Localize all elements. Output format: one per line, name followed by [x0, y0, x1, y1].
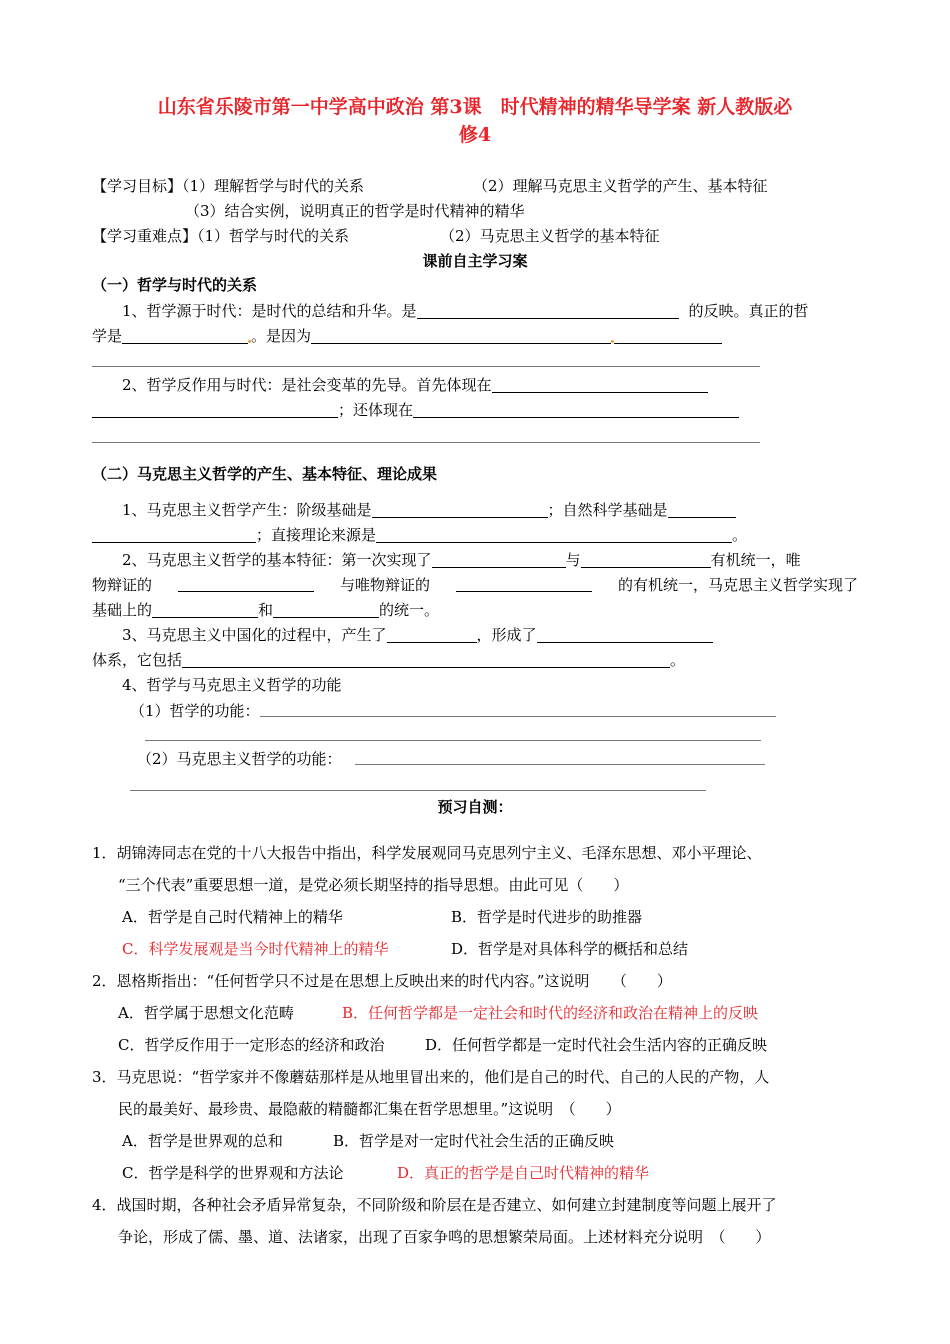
q2-option-d: D．任何哲学都是一定时代社会生活内容的正确反映	[425, 1036, 768, 1054]
sec2-p1-line2	[92, 525, 747, 545]
q1-stem-line2: “三个代表”重要思想一道，是党必须长期坚持的指导思想。由此可见（ ）	[118, 876, 629, 894]
sec1-p1d: 。是因为	[251, 327, 312, 345]
q4-stem-line1: 4．战国时期，各种社会矛盾异常复杂，不同阶级和阶层在是否建立、如何建立封建制度等问题上展开了	[92, 1196, 777, 1214]
q4-stem-line2: 争论，形成了儒、墨、道、法诸家，出现了百家争鸣的思想繁荣局面。上述材料充分说明 （ ）	[118, 1228, 771, 1246]
goals-label: 【学习目标】	[92, 177, 183, 195]
blank	[668, 501, 736, 518]
blank	[432, 551, 566, 568]
sec2-p2g: 基础上的	[92, 601, 153, 619]
answer-line	[130, 790, 706, 791]
sec2-p2i: 的统一。	[379, 601, 440, 619]
goal-1: （1）理解哲学与时代的关系	[182, 177, 365, 195]
sec1-p2-line1	[122, 375, 708, 395]
sec2-p3d: 。	[670, 651, 686, 669]
q2-option-c: C．哲学反作用于一定形态的经济和政治	[118, 1036, 385, 1054]
answer-line	[145, 740, 761, 741]
q3-stem-line2: 民的最美好、最珍贵、最隐蔽的精髓都汇集在哲学思想里。”这说明 （ ）	[118, 1100, 621, 1118]
sec2-p2b: 与	[565, 551, 581, 569]
blank	[387, 626, 477, 643]
sec2-p3a: 3、马克思主义中国化的过程中，产生了	[122, 626, 387, 644]
sec2-p2h: 和	[258, 601, 274, 619]
sec2-p3-line2	[92, 650, 685, 670]
blank	[492, 376, 708, 393]
sec2-p2c: 有机统一，唯	[710, 551, 801, 569]
key-row	[92, 226, 349, 246]
answer-line	[92, 442, 760, 443]
sec1-p2-line2	[92, 400, 739, 420]
blank	[537, 626, 713, 643]
sec2-p1a: 1、马克思主义哲学产生：阶级基础是	[122, 501, 372, 519]
document-title-line1: 山东省乐陵市第一中学高中政治 第3课 时代精神的精华导学案 新人教版必	[157, 96, 793, 118]
sec2-p2a: 2、马克思主义哲学的基本特征：第一次实现了	[122, 551, 432, 569]
q1-option-c: C．科学发展观是当今时代精神上的精华	[122, 940, 389, 958]
blank	[413, 401, 739, 418]
sec2-p4a: （1）哲学的功能：	[130, 702, 260, 720]
q3-stem-line1: 3．马克思说：“哲学家并不像蘑菇那样是从地里冒出来的，他们是自己的时代、自己的人民的产物，人	[92, 1068, 770, 1086]
q2-option-b: B．任何哲学都是一定社会和时代的经济和政治在精神上的反映	[342, 1004, 759, 1022]
q3-option-b: B．哲学是对一定时代社会生活的正确反映	[333, 1132, 615, 1150]
blank	[122, 327, 248, 344]
sec2-p3c: 体系，它包括	[92, 651, 183, 669]
blank	[456, 575, 592, 592]
blank	[178, 575, 314, 592]
section2-heading: （二）马克思主义哲学的产生、基本特征、理论成果	[92, 465, 438, 483]
q2-stem: 2．恩格斯指出：“任何哲学只不过是在思想上反映出来的时代内容。”这说明 （ ）	[92, 972, 672, 990]
blank	[152, 601, 258, 618]
q1-option-b: B．哲学是时代进步的助推器	[451, 908, 643, 926]
sec2-p2e: 与唯物辩证的	[339, 576, 430, 594]
q3-option-d: D．真正的哲学是自己时代精神的精华	[397, 1164, 650, 1182]
blank	[92, 401, 338, 418]
sec2-p2d: 物辩证的	[92, 576, 153, 594]
key-2: （2）马克思主义哲学的基本特征	[440, 227, 660, 245]
sec2-p4: 4、哲学与马克思主义哲学的功能	[122, 676, 342, 694]
blank	[92, 526, 256, 543]
goal-2: （2）理解马克思主义哲学的产生、基本特征	[473, 177, 768, 195]
sec2-p2-line1	[122, 550, 801, 570]
sec1-p1c: 学是	[92, 327, 123, 345]
sec2-p1c: ；直接理论来源是	[256, 526, 377, 544]
sec2-p1d: 。	[732, 526, 748, 544]
sec2-p4b: （2）马克思主义哲学的功能：	[137, 750, 342, 768]
sec2-p2-line3	[92, 600, 439, 620]
section1-heading: （一）哲学与时代的关系	[92, 276, 258, 294]
blank	[417, 302, 679, 319]
sec1-p2a: 2、哲学反作用与时代：是社会变革的先导。首先体现在	[122, 376, 492, 394]
key-1: （1）哲学与时代的关系	[197, 227, 350, 245]
sec2-p1-line1	[122, 500, 736, 520]
pre-study-title: 课前自主学习案	[422, 252, 528, 270]
sec1-p1b: 的反映。真正的哲	[688, 302, 809, 320]
answer-line	[355, 764, 765, 765]
document-title-line2: 修4	[458, 124, 492, 146]
q2-option-a: A．哲学属于思想文化范畴	[118, 1004, 294, 1022]
sec2-p3b: ，形成了	[476, 626, 537, 644]
goals-row-1	[92, 176, 364, 196]
q3-option-c: C．哲学是科学的世界观和方法论	[122, 1164, 344, 1182]
q3-option-a: A．哲学是世界观的总和	[122, 1132, 283, 1150]
blank	[273, 601, 379, 618]
sec1-p1-line1	[122, 301, 809, 321]
sec2-p1b: ；自然科学基础是	[547, 501, 668, 519]
goal-3: （3）结合实例，说明真正的哲学是时代精神的精华	[185, 202, 525, 220]
sec2-p2f: 的有机统一，马克思主义哲学实现了	[617, 576, 858, 594]
blank	[614, 327, 722, 344]
blank	[311, 327, 611, 344]
blank	[372, 501, 548, 518]
sec1-p1-line2	[92, 326, 722, 346]
sec1-p1a: 1、哲学源于时代：是时代的总结和升华。是	[122, 302, 417, 320]
q1-option-d: D．哲学是对具体科学的概括和总结	[451, 940, 689, 958]
sec1-p2b: ；还体现在	[338, 401, 414, 419]
sec2-p3-line1	[122, 625, 713, 645]
sec2-p2-line2	[92, 575, 858, 595]
answer-line	[260, 716, 776, 717]
selftest-title: 预习自测：	[437, 798, 513, 816]
answer-line	[92, 366, 760, 367]
blank	[182, 651, 670, 668]
key-label: 【学习重难点】	[92, 227, 198, 245]
blank	[376, 526, 732, 543]
q1-stem-line1: 1．胡锦涛同志在党的十八大报告中指出，科学发展观同马克思列宁主义、毛泽东思想、邓小平理论、	[92, 844, 762, 862]
blank	[581, 551, 711, 568]
q1-option-a: A．哲学是自己时代精神上的精华	[122, 908, 343, 926]
